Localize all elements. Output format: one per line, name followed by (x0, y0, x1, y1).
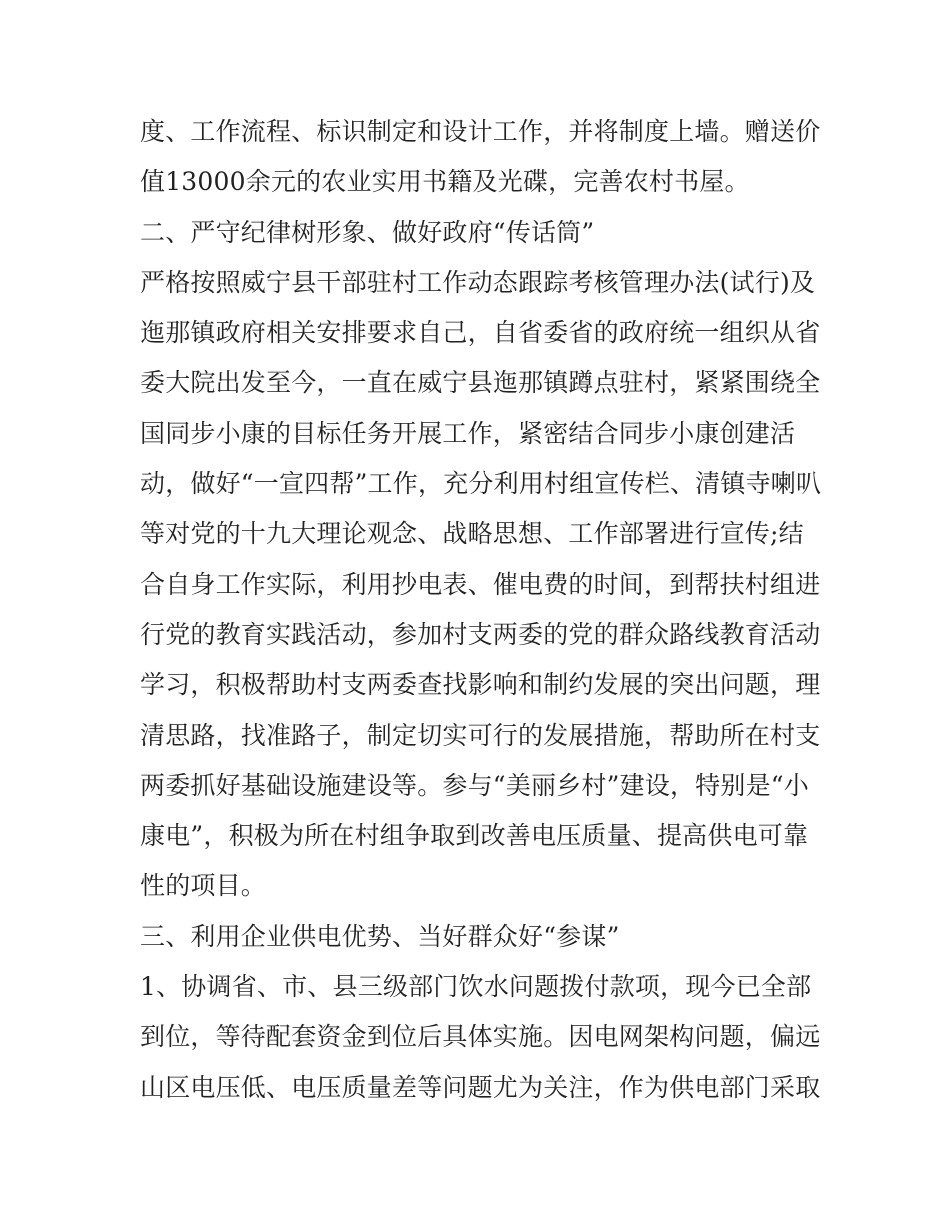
section-heading-3: 三、利用企业供电优势、当好群众好“参谋” (140, 921, 620, 951)
text-line: 行党的教育实践活动，参加村支两委的党的群众路线教育活动 (140, 619, 821, 649)
text-line: 到位，等待配套资金到位后具体实施。因电网架构问题，偏远 (140, 1022, 821, 1052)
text-line: 动，做好“一宣四帮”工作，充分利用村组宣传栏、清镇寺喇叭 (140, 469, 822, 499)
text-line: 严格按照威宁县干部驻村工作动态跟踪考核管理办法(试行)及 (140, 267, 816, 297)
text-line: 1、协调省、市、县三级部门饮水问题拨付款项，现今已全部 (140, 972, 812, 1002)
text-line: 合自身工作实际，利用抄电表、催电费的时间，到帮扶村组进 (140, 569, 821, 599)
text-line: 度、工作流程、标识制定和设计工作，并将制度上墙。赠送价 (140, 117, 821, 146)
text-line: 迤那镇政府相关安排要求自己，自省委省的政府统一组织从省 (140, 318, 821, 348)
text-line: 清思路，找准路子，制定切实可行的发展措施，帮助所在村支 (140, 720, 821, 750)
text-line: 值13000余元的农业实用书籍及光碟，完善农村书屋。 (140, 167, 750, 197)
text-line: 委大院出发至今，一直在威宁县迤那镇蹲点驻村，紧紧围绕全 (140, 368, 821, 398)
document-body (140, 107, 820, 1113)
text-line: 等对党的十九大理论观念、战略思想、工作部署进行宣传;结 (140, 519, 804, 549)
text-line: 学习，积极帮助村支两委查找影响和制约发展的突出问题，理 (140, 670, 821, 700)
text-line: 两委抓好基础设施建设等。参与“美丽乡村”建设，特别是“小 (140, 770, 809, 800)
text-line: 性的项目。 (140, 871, 267, 901)
text-line: 康电”，积极为所在村组争取到改善电压质量、提高供电可靠 (140, 821, 809, 851)
text-line: 山区电压低、电压质量差等问题尤为关注，作为供电部门采取 (140, 1072, 821, 1102)
section-heading-2: 二、严守纪律树形象、做好政府“传话筒” (140, 217, 595, 247)
text-line: 国同步小康的目标任务开展工作，紧密结合同步小康创建活 (140, 418, 796, 448)
